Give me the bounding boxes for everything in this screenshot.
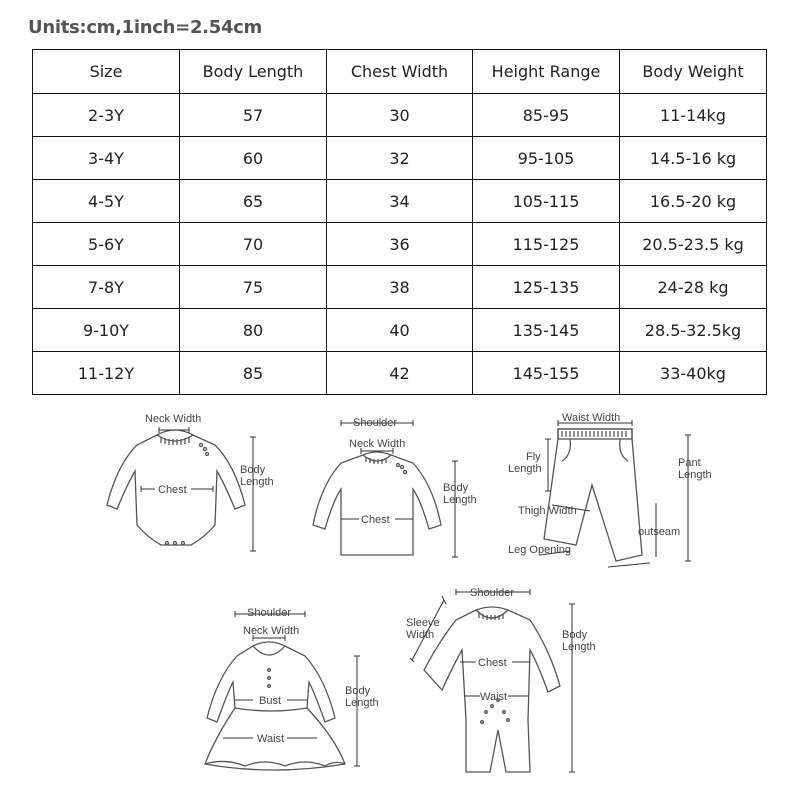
label-neck-width: Neck Width: [243, 625, 300, 637]
table-row: [33, 94, 767, 137]
cell-body-weight: 28.5-32.5kg: [620, 309, 767, 352]
label-leg-opening: Leg Opening: [508, 544, 571, 556]
romper-outline: [424, 607, 560, 772]
pants-diagram: [500, 405, 730, 575]
cell-chest-width: 36: [327, 223, 473, 266]
label-fly-length: Length: [508, 463, 542, 475]
label-length: Length: [443, 494, 477, 506]
cell-height-range: 135-145: [473, 309, 620, 352]
label-waist-width: Waist Width: [562, 412, 621, 424]
cell-chest-width: 34: [327, 180, 473, 223]
label-body: Body: [443, 482, 469, 494]
label-neck-width: Neck Width: [145, 413, 202, 425]
label-chest: Chest: [158, 484, 187, 496]
units-note: Units:cm,1inch=2.54cm: [28, 17, 262, 38]
cell-size: 7-8Y: [33, 266, 180, 309]
table-row: [33, 266, 767, 309]
cell-chest-width: 42: [327, 352, 473, 395]
cell-chest-width: 40: [327, 309, 473, 352]
cell-body-length: 57: [180, 94, 327, 137]
header-body-length: Body Length: [180, 50, 327, 94]
cell-chest-width: 38: [327, 266, 473, 309]
table-row: [33, 137, 767, 180]
cell-height-range: 85-95: [473, 94, 620, 137]
header-size: Size: [33, 50, 180, 94]
cell-body-length: 80: [180, 309, 327, 352]
label-pant: Pant: [678, 457, 701, 469]
cell-height-range: 145-155: [473, 352, 620, 395]
label-length: Length: [240, 476, 274, 488]
cell-body-weight: 20.5-23.5 kg: [620, 223, 767, 266]
label-pant-length: Length: [678, 469, 712, 481]
shirt-diagram: [295, 405, 495, 565]
label-thigh-width: Thigh Width: [518, 505, 577, 517]
cell-size: 5-6Y: [33, 223, 180, 266]
cell-height-range: 95-105: [473, 137, 620, 180]
cell-body-length: 85: [180, 352, 327, 395]
header-chest-width: Chest Width: [327, 50, 473, 94]
cell-size: 3-4Y: [33, 137, 180, 180]
cell-body-length: 75: [180, 266, 327, 309]
label-chest: Chest: [478, 657, 507, 669]
romper-diagram: [400, 580, 610, 780]
cell-size: 11-12Y: [33, 352, 180, 395]
table-row: [33, 180, 767, 223]
label-neck-width: Neck Width: [349, 438, 406, 450]
table-row: [33, 352, 767, 395]
cell-size: 4-5Y: [33, 180, 180, 223]
label-chest: Chest: [361, 514, 390, 526]
header-height-range: Height Range: [473, 50, 620, 94]
dress-diagram: [185, 598, 395, 778]
table-header-row: [33, 50, 767, 94]
label-body: Body: [562, 629, 588, 641]
label-shoulder: Shoulder: [247, 607, 292, 619]
cell-body-weight: 16.5-20 kg: [620, 180, 767, 223]
cell-body-length: 60: [180, 137, 327, 180]
label-fly: Fly: [526, 451, 541, 463]
label-body: Body: [345, 685, 371, 697]
label-waist: Waist: [257, 733, 285, 745]
label-shoulder: Shoulder: [470, 587, 515, 599]
cell-height-range: 125-135: [473, 266, 620, 309]
label-outseam: outseam: [638, 526, 681, 538]
label-bust: Bust: [259, 695, 282, 707]
shirt-outline: [313, 452, 441, 555]
cell-body-length: 65: [180, 180, 327, 223]
cell-chest-width: 30: [327, 94, 473, 137]
cell-chest-width: 32: [327, 137, 473, 180]
cell-size: 2-3Y: [33, 94, 180, 137]
table-row: [33, 223, 767, 266]
cell-body-weight: 24-28 kg: [620, 266, 767, 309]
bodysuit-diagram: [95, 405, 295, 565]
cell-size: 9-10Y: [33, 309, 180, 352]
size-table: [32, 49, 767, 395]
label-length: Length: [562, 641, 596, 653]
cell-height-range: 115-125: [473, 223, 620, 266]
header-body-weight: Body Weight: [620, 50, 767, 94]
cell-height-range: 105-115: [473, 180, 620, 223]
label-waist: Waist: [480, 691, 508, 703]
table-row: [33, 309, 767, 352]
cell-body-weight: 11-14kg: [620, 94, 767, 137]
cell-body-weight: 14.5-16 kg: [620, 137, 767, 180]
label-shoulder: Shoulder: [353, 417, 398, 429]
label-sleeve: Sleeve: [406, 617, 440, 629]
cell-body-length: 70: [180, 223, 327, 266]
cell-body-weight: 33-40kg: [620, 352, 767, 395]
label-sleeve-width: Width: [406, 629, 435, 641]
pants-outline: [544, 429, 642, 561]
label-body: Body: [240, 464, 266, 476]
label-length: Length: [345, 697, 379, 709]
